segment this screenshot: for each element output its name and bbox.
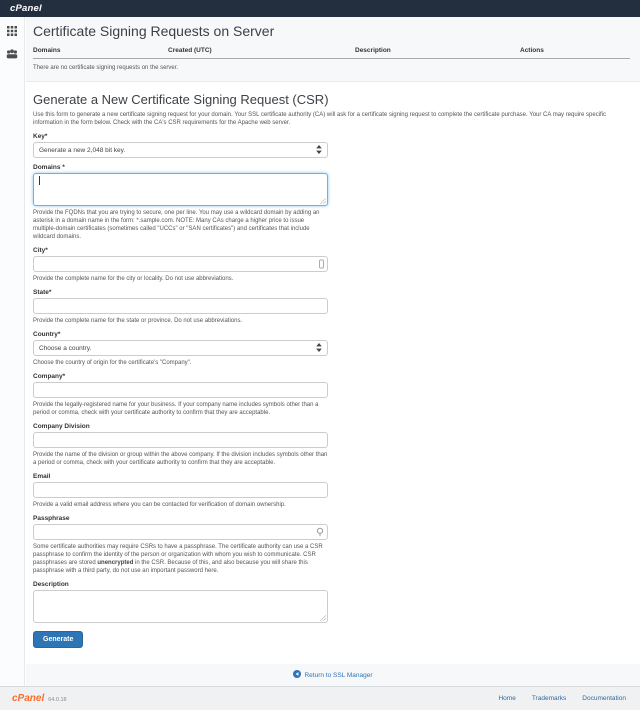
field-email (33, 473, 328, 509)
footer-link-trademarks[interactable]: Trademarks (531, 695, 567, 702)
text-caret (39, 176, 40, 185)
circle-left-arrow-icon (293, 670, 301, 680)
column-header-created: Created (UTC) (168, 47, 212, 54)
field-description (33, 581, 328, 623)
page-title: Certificate Signing Requests on Server (33, 23, 275, 39)
email-input[interactable] (33, 482, 328, 498)
country-label: Country* (33, 331, 61, 338)
state-input[interactable] (33, 298, 328, 314)
column-header-description: Description (355, 47, 391, 54)
csr-list-section (26, 17, 640, 82)
company-division-help: Provide the name of the division or group within the above company. If the division includes symbols other than a period or comma, check with your certificate authority to confirm that they are acceptable. (33, 452, 328, 466)
chevron-up-down-icon (316, 145, 322, 156)
field-company-division (33, 423, 328, 467)
key-selected-value: Generate a new 2,048 bit key. (39, 146, 126, 154)
return-link-label: Return to SSL Manager (304, 671, 373, 679)
passphrase-label: Passphrase (33, 515, 70, 522)
state-label: State* (33, 289, 52, 296)
company-help: Provide the legally-registered name for your business. If your company name includes symbols other than a period or comma, check with your certificate authority to confirm that they are acceptable. (33, 402, 319, 416)
email-help: Provide a valid email address where you can be contacted for verification of domain ownership. (33, 502, 286, 508)
generate-csr-form (26, 92, 640, 648)
sidebar (0, 17, 25, 686)
key-select[interactable] (33, 142, 328, 158)
city-input[interactable] (33, 256, 328, 272)
return-to-ssl-manager-link[interactable] (293, 670, 372, 680)
chevron-up-down-icon (316, 343, 322, 354)
csr-table-header (33, 47, 630, 59)
top-navbar (0, 0, 640, 17)
version-label: 64.0.18 (48, 697, 67, 703)
passphrase-seal-icon (316, 528, 324, 537)
cpanel-logo: cPanel (10, 3, 42, 14)
field-company (33, 373, 328, 417)
country-select[interactable] (33, 340, 328, 356)
return-strip (26, 664, 640, 686)
footer (0, 686, 640, 710)
sidebar-item-user-manager[interactable] (4, 46, 21, 63)
company-label: Company* (33, 373, 66, 380)
country-help: Choose the country of origin for the certificate's "Company". (33, 360, 192, 366)
apps-grid-icon (7, 23, 17, 41)
passphrase-input[interactable] (33, 524, 328, 540)
city-label: City* (33, 247, 48, 254)
user-manager-icon (6, 46, 18, 64)
form-title: Generate a New Certificate Signing Request (CSR) (33, 92, 329, 107)
passphrase-help: Some certificate authorities may require CSRs to have a passphrase. The certificate authority can use a CSR passphrase to confirm the identity of the person or organization with whom you wish to communicate. CSR passphrases are stored unencrypted in the CSR. Because of this, and also because you will share this passphrase with a third party, do not use an important password here. (33, 544, 323, 574)
description-label: Description (33, 581, 69, 588)
city-addon-icon (319, 260, 324, 269)
company-division-label: Company Division (33, 423, 90, 430)
state-help: Provide the complete name for the state or province. Do not use abbreviations. (33, 318, 243, 324)
domains-textarea[interactable] (33, 173, 328, 206)
field-passphrase (33, 515, 328, 575)
column-header-actions: Actions (520, 47, 544, 54)
cpanel-footer-logo: cPanel (12, 693, 45, 704)
domains-label: Domains * (33, 164, 65, 171)
empty-list-message: There are no certificate signing requests on the server. (33, 65, 179, 71)
country-selected-value: Choose a country. (39, 344, 92, 352)
field-domains (33, 164, 328, 241)
field-country (33, 331, 328, 367)
footer-branding (12, 693, 67, 704)
form-intro-text: Use this form to generate a new certificate signing request for your domain. Your SSL certificate authority (CA) will ask for a certificate signing request to complete the certificate purchase. Your CA may require specific information in the form below. Check with the CA's CSR requirements for the Apache web server. (33, 112, 607, 126)
description-textarea[interactable] (33, 590, 328, 623)
footer-link-home[interactable]: Home (498, 695, 516, 702)
city-help: Provide the complete name for the city or locality. Do not use abbreviations. (33, 276, 234, 282)
generate-button[interactable]: Generate (33, 631, 83, 648)
company-input[interactable] (33, 382, 328, 398)
main-content (26, 17, 640, 686)
column-header-domains: Domains (33, 47, 61, 54)
field-state (33, 289, 328, 325)
company-division-input[interactable] (33, 432, 328, 448)
domains-help: Provide the FQDNs that you are trying to secure, one per line. You may use a wildcard domain by adding an asterisk in a domain name in the form: *.sample.com. NOTE: Many CAs charge a higher price to issue multiple-domain certificates (sometimes called "UCCs" or "SAN certificates") and certificates that include wildcard domains. (33, 210, 320, 240)
field-city (33, 247, 328, 283)
footer-links (498, 695, 626, 702)
footer-link-documentation[interactable]: Documentation (582, 695, 626, 702)
field-key (33, 133, 328, 158)
sidebar-item-apps[interactable] (4, 23, 21, 40)
key-label: Key* (33, 133, 48, 140)
email-label: Email (33, 473, 51, 480)
